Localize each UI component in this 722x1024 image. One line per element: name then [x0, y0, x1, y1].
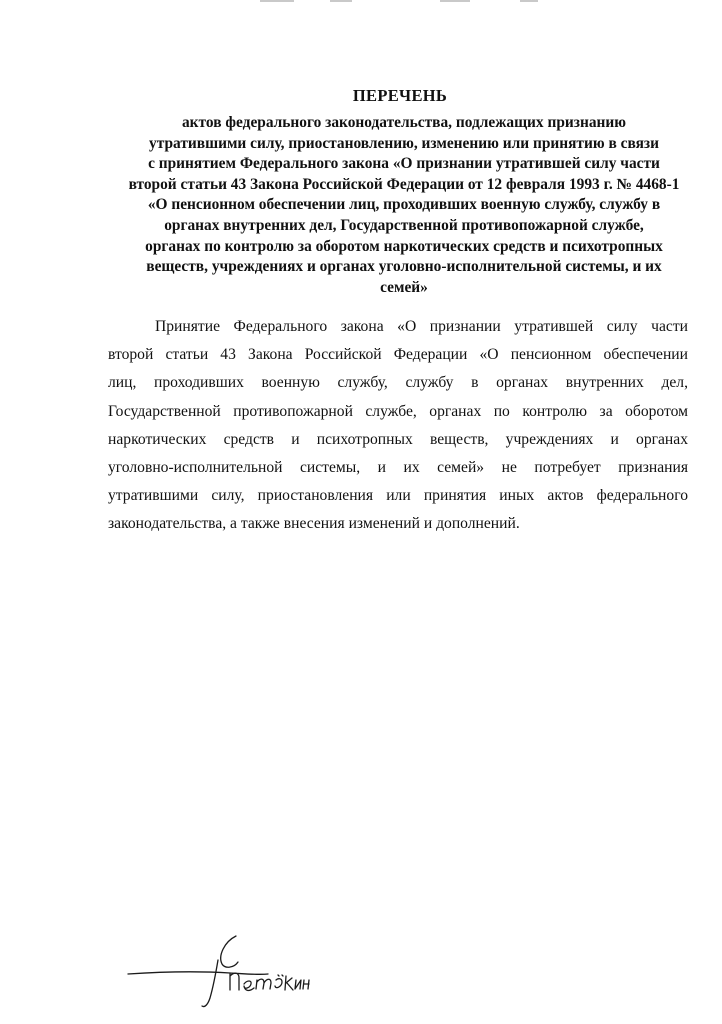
body-line: уголовно-исполнительной системы, и их семей» не потребует признания [108, 459, 688, 477]
document-heading [107, 113, 701, 298]
scan-mark [520, 0, 538, 2]
body-line: законодательства, а также внесения изменений и дополнений. [108, 515, 520, 533]
heading-line: семей» [380, 278, 428, 296]
handwritten-signature [118, 928, 318, 1010]
document-title: ПЕРЕЧЕНЬ [352, 86, 448, 105]
scan-mark [440, 0, 470, 2]
heading-line: актов федерального законодательства, подлежащих признанию [181, 114, 627, 131]
heading-line: второй статьи 43 Закона Российской Федерации от 12 февраля 1993 г. № 4468-1 [128, 175, 680, 193]
body-line: Принятие Федерального закона «О признании утратившей силу части [155, 318, 688, 335]
heading-line: с принятием Федерального закона «О признании утратившей силу части [148, 155, 660, 173]
body-line: Государственной противопожарной службе, органах по контролю за оборотом [108, 402, 688, 420]
heading-line: «О пенсионном обеспечении лиц, проходивших военную службу, службу в [147, 196, 661, 214]
body-line: утратившими силу, приостановления или принятия иных актов федерального [108, 487, 688, 505]
heading-line: утратившими силу, приостановлению, изменению или принятию в связи [149, 134, 659, 152]
body-line: лиц, проходивших военную службу, службу в органах внутренних дел, [108, 374, 688, 392]
scan-mark [330, 0, 352, 2]
scan-mark [260, 0, 294, 2]
heading-line: органах по контролю за оборотом наркотических средств и психотропных [145, 237, 663, 255]
body-line: наркотических средств и психотропных веществ, учреждениях и органах [108, 430, 688, 448]
body-line: второй статьи 43 Закона Российской Федерации «О пенсионном обеспечении [108, 346, 688, 364]
heading-line: органах внутренних дел, Государственной противопожарной службе, [164, 216, 644, 234]
heading-line: веществ, учреждениях и органах уголовно-исполнительной системы, и их [146, 258, 662, 276]
document-body [108, 313, 688, 539]
